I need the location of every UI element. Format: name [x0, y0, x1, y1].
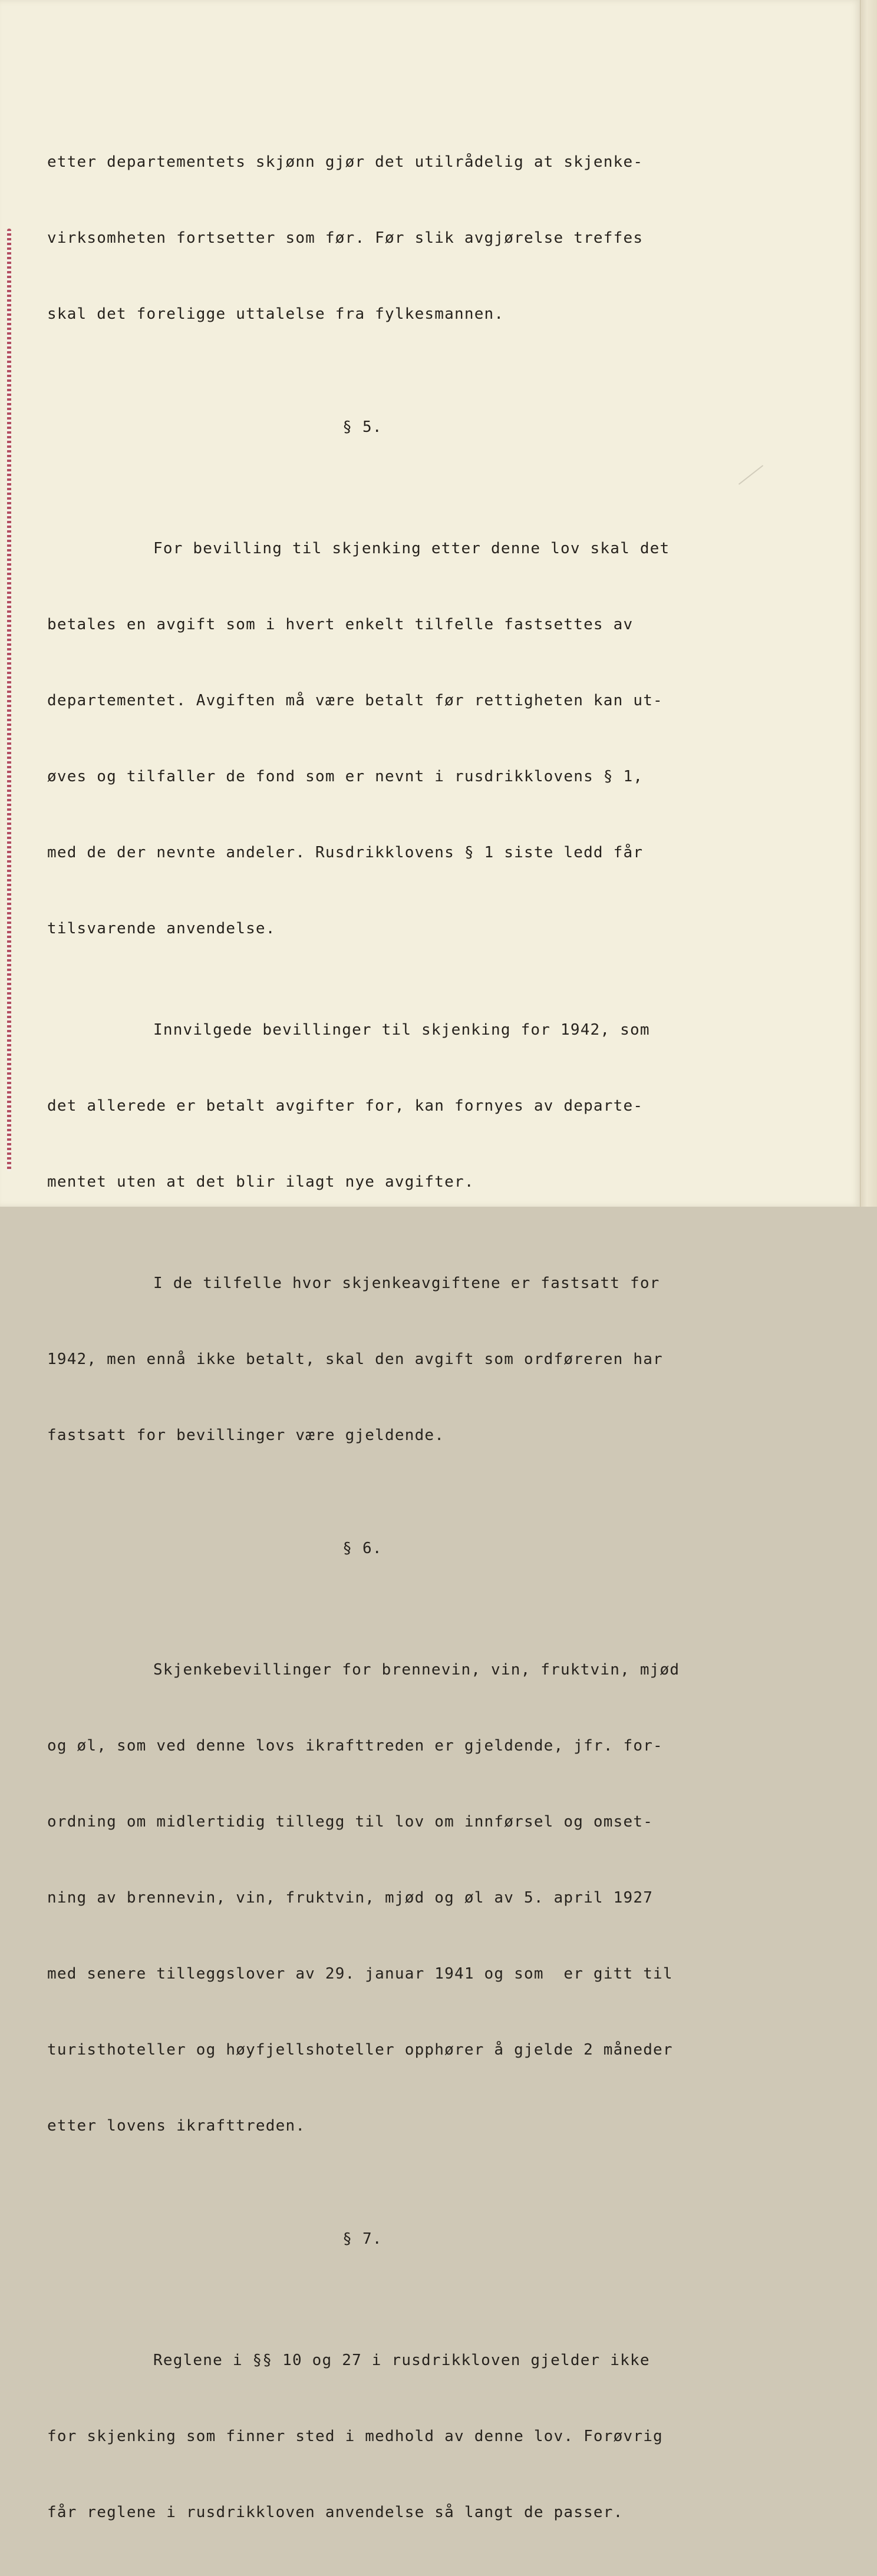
text-line: etter lovens ikrafttreden. [47, 2117, 306, 2135]
text-line: ordning om midlertidig tillegg til lov om innførsel og omset- [47, 1813, 654, 1831]
text-line: tilsvarende anvendelse. [47, 920, 276, 937]
typed-text [47, 99, 719, 2576]
text-line: turisthoteller og høyfjellshoteller opphører å gjelde 2 måneder [47, 2041, 673, 2059]
text-line: betales en avgift som i hvert enkelt tilfelle fastsettes av [47, 616, 634, 633]
text-line: etter departementets skjønn gjør det utilrådelig at skjenke- [47, 153, 644, 171]
text-line: Reglene i §§ 10 og 27 i rusdrikkloven gjelder ikke [153, 2352, 650, 2369]
text-line: det allerede er betalt avgifter for, kan fornyes av departe- [47, 1097, 644, 1115]
binding-cord [7, 229, 11, 1171]
text-line: For bevilling til skjenking etter denne lov skal det [153, 540, 670, 557]
text-line: og øl, som ved denne lovs ikrafttreden er gjeldende, jfr. for- [47, 1737, 663, 1755]
text-line: 1942, men ennå ikke betalt, skal den avgift som ordføreren har [47, 1350, 663, 1368]
text-line: skal det foreligge uttalelse fra fylkesmannen. [47, 305, 505, 323]
text-line: øves og tilfaller de fond som er nevnt i rusdrikklovens § 1, [47, 768, 644, 785]
text-line: med de der nevnte andeler. Rusdrikklovens § 1 siste ledd får [47, 844, 644, 861]
text-line: med senere tilleggslover av 29. januar 1941 og som er gitt til [47, 1965, 673, 1983]
text-line: fastsatt for bevillinger være gjeldende. [47, 1426, 445, 1444]
text-line: for skjenking som finner sted i medhold av denne lov. Forøvrig [47, 2428, 663, 2445]
text-line: Skjenkebevillinger for brennevin, vin, fruktvin, mjød [153, 1661, 680, 1679]
text-line: mentet uten at det blir ilagt nye avgifter. [47, 1173, 474, 1191]
section-heading-7: § 7. [342, 2230, 383, 2248]
text-line: Innvilgede bevillinger til skjenking for 1942, som [153, 1021, 650, 1039]
section-heading-5: § 5. [342, 418, 383, 436]
text-line: virksomheten fortsetter som før. Før slik avgjørelse treffes [47, 229, 644, 247]
pen-mark [738, 465, 763, 485]
page-edge [860, 0, 877, 1207]
text-line: I de tilfelle hvor skjenkeavgiftene er fastsatt for [153, 1274, 660, 1292]
text-line: får reglene i rusdrikkloven anvendelse så langt de passer. [47, 2504, 624, 2521]
text-line: ning av brennevin, vin, fruktvin, mjød og øl av 5. april 1927 [47, 1889, 654, 1907]
section-heading-6: § 6. [342, 1540, 383, 1557]
text-line: departementet. Avgiften må være betalt før rettigheten kan ut- [47, 692, 663, 709]
